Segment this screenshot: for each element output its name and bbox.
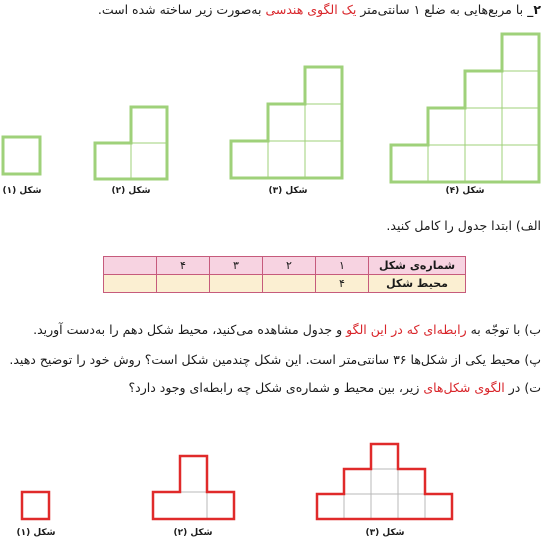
problem-number: ۲_	[527, 2, 541, 17]
part-b1-before: ب) با توجّه به	[470, 322, 541, 337]
part-b1-after: و جدول مشاهده می‌کنید، محیط شکل دهم را به‌دست آورید.	[33, 322, 343, 337]
green-caption-1: شکل (۱)	[2, 186, 42, 196]
table-cell: ۴	[157, 257, 210, 275]
table-cell: ۱	[316, 257, 369, 275]
green-caption-4: شکل (۴)	[445, 186, 485, 196]
table-cell: ۴	[316, 275, 369, 293]
table-header-figure-number: شماره‌ی شکل	[369, 257, 466, 275]
part-b2-question: پ) محیط یکی از شکل‌ها ۳۶ سانتی‌متر است. این شکل چندمین شکل است؟ روش خود را توضیح دهید.	[9, 352, 541, 367]
green-caption-2: شکل (۲)	[111, 186, 151, 196]
part-a-instruction: الف) ابتدا جدول را کامل کنید.	[386, 218, 541, 233]
table-cell: ۳	[210, 257, 263, 275]
red-figure-3	[317, 444, 452, 519]
table-cell: ۲	[263, 257, 316, 275]
green-caption-3: شکل (۳)	[268, 186, 308, 196]
table-header-perimeter: محیط شکل	[369, 275, 466, 293]
part-c-highlight: الگوی شکل‌های	[423, 380, 505, 395]
part-b1-highlight: رابطه‌ای که در این الگو	[346, 322, 467, 337]
red-caption-2: شکل (۲)	[173, 528, 213, 538]
problem-text-after: به‌صورت زیر ساخته شده است.	[97, 2, 262, 17]
red-figure-1	[22, 492, 49, 519]
red-caption-1: شکل (۱)	[16, 528, 56, 538]
problem-highlight: یک الگوی هندسی	[265, 2, 357, 17]
problem-text-before: با مربع‌هایی به ضلع ۱ سانتی‌متر	[360, 2, 524, 17]
red-figure-2	[153, 456, 234, 519]
part-c-before: ت) در	[508, 380, 541, 395]
red-caption-3: شکل (۳)	[365, 528, 405, 538]
part-c-after: زیر، بین محیط و شماره‌ی شکل چه رابطه‌ای وجود دارد؟	[128, 380, 420, 395]
